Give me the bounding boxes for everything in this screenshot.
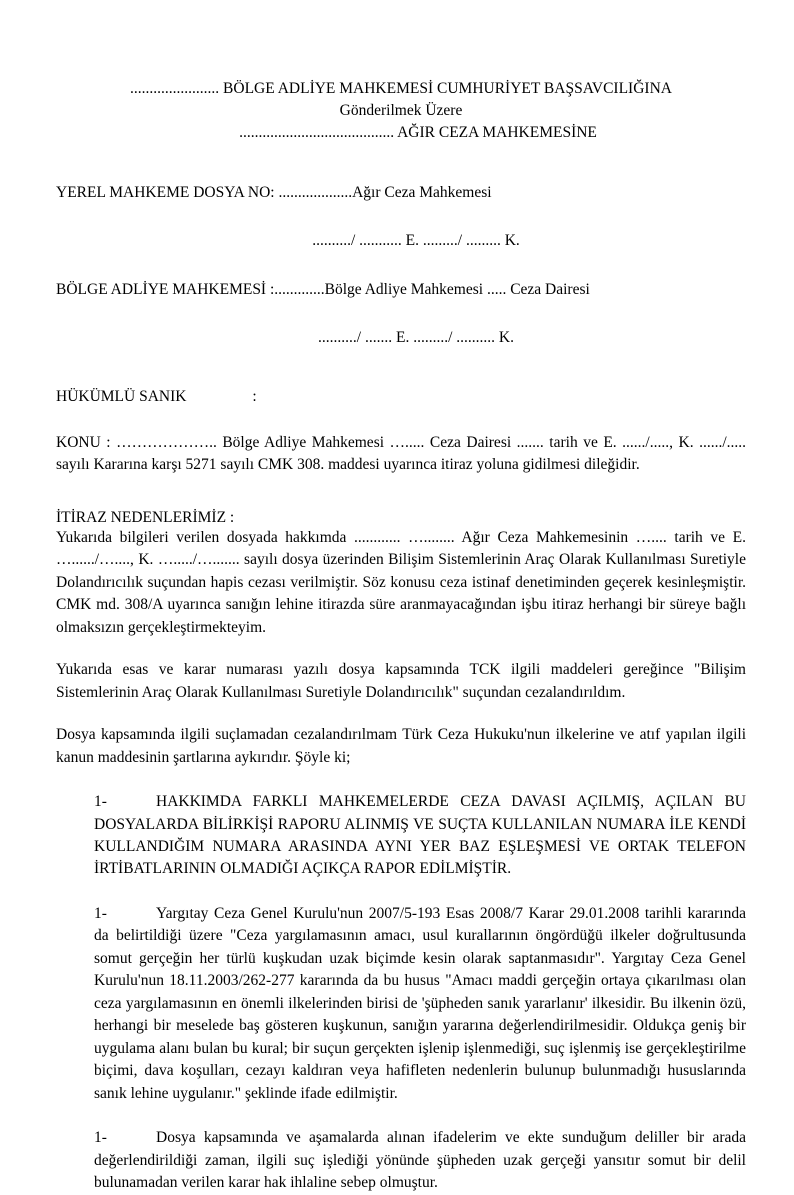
case-reference-block: [56, 182, 746, 350]
document-header: [56, 78, 746, 144]
reason-item-2: [94, 903, 746, 1105]
reason-item-2-number: 1-: [94, 904, 107, 922]
reason-item-2-text: Yargıtay Ceza Genel Kurulu'nun 2007/5-193 Esas 2008/7 Karar 29.01.2008 tarihli kararında da belirtildiği üzere "Ceza yargılamasının amacı, usul kurallarının öngördüğü ilkeler doğrultusunda somut gerçeğin her türlü kuşkudan uzak biçimde kesin olarak saptanmasıdır". Yargıtay Ceza Genel Kurulu'nun 18.11.2003/262-277 kararında da bu husus "Amacı maddi gerçeğin ortaya çıkarılması olan ceza yargılamasının en önemli ilkelerinden birisi de 'şüpheden sanık yararlanır' ilkesidir. Bu ilkenin özü, herhangi bir meselede baş gösteren kuşkunun, sanığın yararına değerlendirilmesidir. Oldukça geniş bir uygulama alanı bulan bu kural; bir suçun gerçekten işlenip işlenmediği, suç işlenmiş ise gerçekleştirilme biçimi, dava koşulları, cezayı kaldıran veya hafifleten nedenlerin bulunup bulunmadığı hususlarında sanık lehine uygulanır." şeklinde ifade edilmiştir.: [94, 904, 746, 1102]
reason-item-3-text: Dosya kapsamında ve aşamalarda alınan ifadelerim ve ekte sunduğum deliller bir arada değerlendirildiği zaman, ilgili suç işlediği yönünde şüpheden uzak gerçeği yansıtır somut bir delil bulunamadan verilen karar hak ihlaline sebep olmuştur.: [94, 1129, 746, 1192]
reasons-paragraph-1: Yukarıda bilgileri verilen dosyada hakkımda ............ …........ Ağır Ceza Mahkemesinin ….... tarih ve E. …....../…...., K. …...../…....... sayılı dosya üzerinden Bilişim Sistemlerinin Araç Olarak Kullanılması Suretiyle Dolandırıcılık suçundan hapis cezası verilmiştir. Söz konusu ceza istinaf denetiminden geçerek kesinleşmiştir. CMK md. 308/A uyarınca sanığın lehine itirazda süre aranmayacağından işbu itiraz herhangi bir süreye bağlı olmaksızın gerçekleştirmekteyim.: [56, 528, 746, 636]
regional-court-file-number: BÖLGE ADLİYE MAHKEMESİ :.............Bölge Adliye Mahkemesi ..... Ceza Dairesi: [56, 280, 590, 298]
reasons-paragraph-2: Yukarıda esas ve karar numarası yazılı dosya kapsamında TCK ilgili maddeleri gereğince "Bilişim Sistemlerinin Araç Olarak Kullanılması Suretiyle Dolandırıcılık" suçundan cezalandırıldım.: [56, 661, 746, 701]
reason-item-3: [94, 1127, 746, 1194]
reasons-section-title: İTİRAZ NEDENLERİMİZ :: [56, 508, 235, 526]
reason-item-3-number: 1-: [94, 1129, 107, 1147]
reason-item-1-number: 1-: [94, 793, 107, 811]
local-court-case-numbers: ........../ ........... E. ........./ ......... K.: [312, 232, 520, 250]
reason-item-1: [94, 791, 746, 881]
header-addressee-prosecutor: ....................... BÖLGE ADLİYE MAHKEMESİ CUMHURİYET BAŞSAVCILIĞINA: [130, 80, 672, 97]
convicted-defendant-row: HÜKÜMLÜ SANIK :: [56, 387, 257, 405]
header-addressee-court: ........................................ AĞIR CEZA MAHKEMESİNE: [239, 124, 597, 141]
regional-court-case-numbers: ........../ ....... E. ........./ .......... K.: [318, 329, 514, 347]
local-court-file-number: YEREL MAHKEME DOSYA NO: ...................Ağır Ceza Mahkemesi: [56, 184, 492, 201]
header-forwarding-note: Gönderilmek Üzere: [339, 102, 463, 119]
reason-item-1-text: HAKKIMDA FARKLI MAHKEMELERDE CEZA DAVASI AÇILMIŞ, AÇILAN BU DOSYALARDA BİLİRKİŞİ RAPORU ALINMIŞ VE SUÇTA KULLANILAN NUMARA İLE KENDİ KULLANDIĞIM NUMARA ARASINDA AYNI YER BAZ EŞLEŞMESİ VE ORTAK TELEFON İRTİBATLARININ OLMADIĞI AÇIKÇA RAPOR EDİLMİŞTİR.: [94, 793, 746, 878]
reasons-paragraph-3: Dosya kapsamında ilgili suçlamadan cezalandırılmam Türk Ceza Hukuku'nun ilkelerine ve atıf yapılan ilgili kanun maddesinin şartlarına aykırıdır. Şöyle ki;: [56, 726, 746, 766]
subject-paragraph: KONU : ……………….. Bölge Adliye Mahkemesi …..... Ceza Dairesi ....... tarih ve E. ....../....., K. ....../..... sayılı Kararına karşı 5271 sayılı CMK 308. maddesi uyarınca itiraz yoluna gidilmesi dileğidir.: [56, 433, 746, 474]
